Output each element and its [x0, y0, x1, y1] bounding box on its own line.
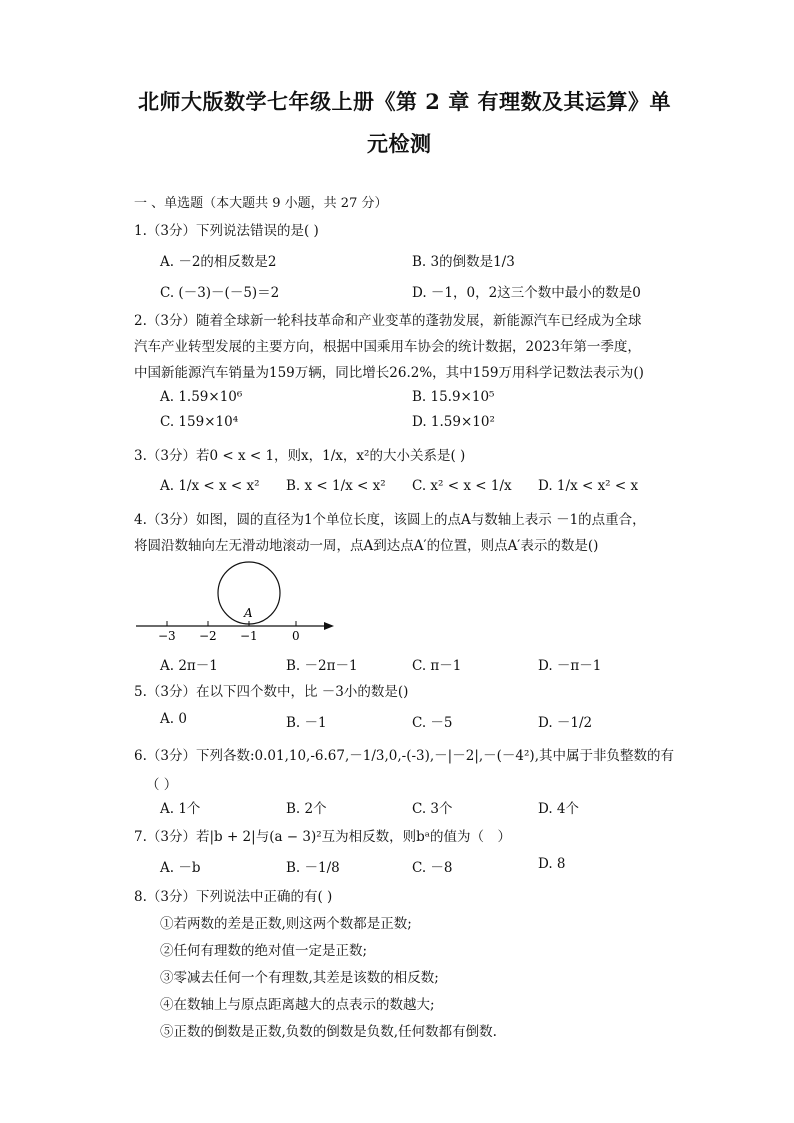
question-5-stem: 5.（3分）在以下四个数中，比 －3小的数是(): [134, 684, 409, 700]
question-4-option-b: B. －2π－1: [286, 658, 358, 674]
question-7-option-a: A. －b: [160, 860, 201, 876]
question-7-option-b: B. －1/8: [286, 860, 340, 876]
question-6-option-c: C. 3个: [412, 801, 453, 817]
question-5-option-b: B. －1: [286, 715, 327, 731]
question-4-option-a: A. 2π－1: [160, 658, 218, 674]
question-8-statement-1: ①若两数的差是正数,则这两个数都是正数;: [160, 916, 412, 932]
question-3-option-c: C. x² < x < 1/x: [412, 478, 512, 494]
tick-label: −2: [199, 629, 217, 643]
question-6-stem-line1: 6.（3分）下列各数:0.01,10,-6.67,－1/3,0,-(-3),－|－2|,－(－4²),其中属于非负整数的有: [134, 748, 674, 764]
question-2-stem-line1: 2.（3分）随着全球新一轮科技革命和产业变革的蓬勃发展，新能源汽车已经成为全球: [134, 313, 642, 329]
question-6-option-d: D. 4个: [538, 801, 580, 817]
question-2-stem-line3: 中国新能源汽车销量为159万辆，同比增长26.2%，其中159万用科学记数法表示为(): [134, 365, 644, 381]
question-8-statement-2: ②任何有理数的绝对值一定是正数;: [160, 943, 368, 959]
question-3-option-a: A. 1/x < x < x²: [160, 478, 260, 494]
question-6-option-b: B. 2个: [286, 801, 327, 817]
number-line-figure: [130, 555, 350, 645]
tick-label: −3: [158, 629, 176, 643]
question-1-option-a: A. －2的相反数是2: [160, 254, 277, 270]
question-6-option-a: A. 1个: [160, 801, 201, 817]
question-2-option-d: D. 1.59×10²: [412, 414, 495, 430]
question-1-option-c: C. (－3)－(－5)＝2: [160, 285, 280, 301]
number-line-arrowhead: [324, 622, 334, 630]
question-8-statement-5: ⑤正数的倒数是正数,负数的倒数是负数,任何数都有倒数.: [160, 1024, 497, 1040]
question-4-option-d: D. －π－1: [538, 658, 602, 674]
question-7-option-c: C. －8: [412, 860, 453, 876]
question-8-stem: 8.（3分）下列说法中正确的有( ): [134, 889, 333, 905]
tick-label: 0: [292, 629, 300, 643]
document-title-line1: 北师大版数学七年级上册《第 2 章 有理数及其运算》单: [138, 89, 672, 114]
question-2-option-b: B. 15.9×10⁵: [412, 389, 495, 405]
section-heading: 一 、单选题（本大题共 9 小题，共 27 分）: [134, 196, 388, 211]
tick-label: −1: [240, 629, 258, 643]
question-7-stem: 7.（3分）若|b + 2|与(a − 3)²互为相反数，则bᵃ的值为（ ）: [134, 829, 512, 845]
question-2-option-c: C. 159×10⁴: [160, 414, 239, 430]
question-3-option-d: D. 1/x < x² < x: [538, 478, 639, 494]
question-1-option-d: D. －1，0，2这三个数中最小的数是0: [412, 285, 641, 301]
question-1-option-b: B. 3的倒数是1/3: [412, 254, 515, 270]
question-4-stem-line1: 4.（3分）如图，圆的直径为1个单位长度，该圆上的点A与数轴上表示 －1的点重合，: [134, 512, 646, 528]
question-1-stem: 1.（3分）下列说法错误的是( ): [134, 223, 319, 239]
question-2-option-a: A. 1.59×10⁶: [160, 389, 243, 405]
question-5-option-d: D. －1/2: [538, 715, 593, 731]
question-8-statement-4: ④在数轴上与原点距离越大的点表示的数越大;: [160, 997, 435, 1013]
document-title-line2: 元检测: [367, 131, 432, 156]
question-3-option-b: B. x < 1/x < x²: [286, 478, 386, 494]
question-6-stem-line2: （ ）: [146, 777, 178, 793]
question-4-stem-line2: 将圆沿数轴向左无滑动地滚动一周，点A到达点A′的位置，则点A′表示的数是(): [134, 538, 599, 554]
question-3-stem: 3.（3分）若0 < x < 1，则x，1/x，x²的大小关系是( ): [134, 448, 466, 464]
question-2-stem-line2: 汽车产业转型发展的主要方向，根据中国乘用车协会的统计数据，2023年第一季度，: [134, 339, 641, 355]
question-8-statement-3: ③零减去任何一个有理数,其差是该数的相反数;: [160, 970, 439, 986]
question-5-option-c: C. －5: [412, 715, 453, 731]
question-4-option-c: C. π－1: [412, 658, 462, 674]
question-7-option-d: D. 8: [538, 856, 566, 872]
point-a-label: A: [244, 606, 253, 620]
question-5-option-a: A. 0: [160, 711, 187, 727]
